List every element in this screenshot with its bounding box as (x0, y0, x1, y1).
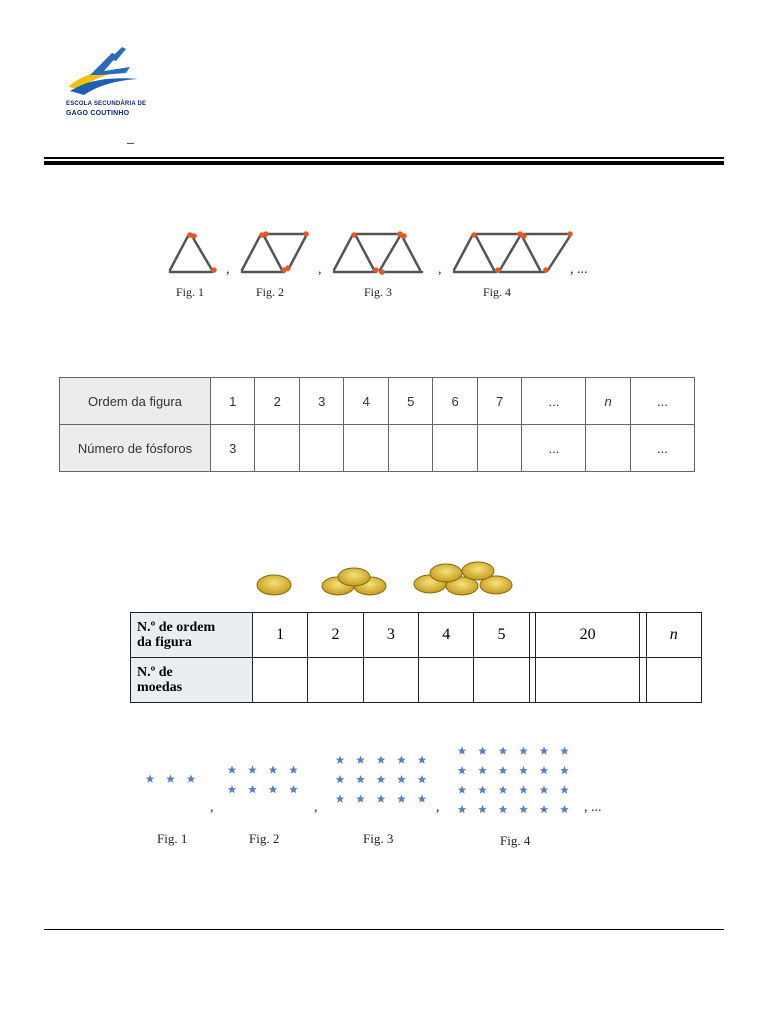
star-icon (269, 785, 278, 793)
table-cell: ... (522, 425, 586, 472)
header-line: N.º de ordem (137, 620, 216, 635)
star-icon (289, 766, 298, 774)
matchstick-caption-4: Fig. 4 (483, 285, 512, 299)
star-icon (560, 747, 569, 755)
matchstick-caption-1: Fig. 1 (176, 285, 205, 299)
table-input-cell[interactable] (253, 658, 308, 703)
table-input-cell[interactable] (299, 425, 343, 472)
star-icon (397, 756, 406, 764)
table-header-cell (131, 658, 253, 703)
star-icon (248, 785, 257, 793)
table-cell: 1 (211, 378, 255, 425)
star-icon (540, 747, 549, 755)
table-input-cell[interactable] (477, 425, 521, 472)
table-input-cell[interactable] (419, 658, 474, 703)
table-input-cell[interactable] (363, 658, 418, 703)
matchstick-separator: , (438, 262, 442, 277)
coin-group-1 (257, 575, 291, 595)
star-icon (540, 786, 549, 794)
star-icon (166, 775, 175, 783)
star-icon (418, 756, 427, 764)
table-cell: 4 (419, 613, 474, 658)
star-icon (377, 795, 386, 803)
table-header-cell: Número de fósforos (60, 425, 211, 472)
table-input-cell[interactable] (535, 658, 640, 703)
star-icon (336, 756, 345, 764)
header-rule (44, 157, 724, 159)
table-row (131, 613, 702, 658)
star-icon (478, 786, 487, 794)
coins-table (130, 612, 702, 703)
header-rule-thick (44, 161, 724, 165)
matchstick-figures (150, 222, 610, 282)
table-input-cell[interactable] (255, 425, 299, 472)
table-cell: 7 (477, 378, 521, 425)
matchstick-separator: , (226, 262, 230, 277)
star-icon (377, 756, 386, 764)
star-icon (418, 795, 427, 803)
table-cell: ... (630, 425, 694, 472)
star-icon (458, 747, 467, 755)
star-icon (499, 786, 508, 794)
table-cell: 4 (344, 378, 388, 425)
star-icon (146, 775, 155, 783)
star-icon (356, 795, 365, 803)
matchstick-caption-2: Fig. 2 (256, 285, 285, 299)
header-dash: _ (127, 131, 134, 146)
table-cell: 5 (388, 378, 432, 425)
star-icon (336, 795, 345, 803)
table-cell: 2 (255, 378, 299, 425)
star-separator: , (210, 800, 214, 815)
matchstick-caption-3: Fig. 3 (364, 285, 393, 299)
matchstick-ellipsis: , ... (570, 262, 588, 277)
table-input-cell[interactable] (586, 425, 630, 472)
table-cell: 20 (535, 613, 640, 658)
table-row (60, 425, 695, 472)
matches-table (59, 377, 695, 472)
table-input-cell[interactable] (388, 425, 432, 472)
table-cell: 5 (474, 613, 529, 658)
table-row (60, 378, 695, 425)
star-icon (499, 766, 508, 774)
star-icon (478, 805, 487, 813)
star-icon (356, 756, 365, 764)
star-figures (140, 740, 590, 820)
logo-emblem-icon (60, 45, 155, 103)
star-caption-4: Fig. 4 (500, 833, 531, 848)
star-icon (418, 775, 427, 783)
table-input-cell[interactable] (308, 658, 363, 703)
star-icon (499, 805, 508, 813)
matchstick-fig-2 (242, 234, 306, 272)
star-icon (458, 805, 467, 813)
logo-text-line2: GAGO COUTINHO (66, 110, 130, 117)
star-caption-1: Fig. 1 (157, 831, 188, 846)
table-input-cell[interactable] (344, 425, 388, 472)
table-header-cell (131, 613, 253, 658)
star-icon (187, 775, 196, 783)
star-icon (356, 775, 365, 783)
table-cell: 2 (308, 613, 363, 658)
table-cell: 1 (253, 613, 308, 658)
coin-group-3 (414, 562, 512, 595)
table-row (131, 658, 702, 703)
table-cell: 3 (211, 425, 255, 472)
star-icon (478, 747, 487, 755)
star-icon (560, 786, 569, 794)
star-icon (560, 805, 569, 813)
table-cell: n (586, 378, 630, 425)
table-input-cell[interactable] (433, 425, 477, 472)
star-icon (228, 766, 237, 774)
header-line: moedas (137, 680, 183, 695)
table-header-cell: Ordem da figura (60, 378, 211, 425)
star-separator: , (436, 800, 440, 815)
star-icon (397, 775, 406, 783)
star-icon (499, 747, 508, 755)
table-cell: 6 (433, 378, 477, 425)
coin-figures (250, 555, 530, 605)
star-caption-2: Fig. 2 (249, 831, 280, 846)
matchstick-fig-4 (454, 234, 570, 272)
star-icon (540, 805, 549, 813)
table-cell: 3 (299, 378, 343, 425)
star-icon (478, 766, 487, 774)
matchstick-fig-3 (334, 234, 422, 272)
header-line: da figura (137, 635, 192, 650)
star-icon (519, 766, 528, 774)
star-ellipsis: , ... (584, 800, 602, 815)
logo-text-line1: ESCOLA SECUNDÁRIA DE (66, 101, 147, 107)
header-line: N.º de (137, 665, 173, 680)
footer-rule (44, 929, 724, 930)
star-icon (289, 785, 298, 793)
coin-group-2 (322, 568, 386, 595)
table-cell: n (646, 613, 701, 658)
star-icon (377, 775, 386, 783)
matchstick-separator: , (318, 262, 322, 277)
star-icon (336, 775, 345, 783)
star-icon (228, 785, 237, 793)
table-cell: ... (522, 378, 586, 425)
star-icon (397, 795, 406, 803)
star-icon (458, 766, 467, 774)
table-cell: 3 (363, 613, 418, 658)
star-icon (519, 747, 528, 755)
star-separator: , (314, 800, 318, 815)
school-logo (60, 45, 155, 125)
star-icon (248, 766, 257, 774)
star-icon (458, 786, 467, 794)
matchstick-fig-1 (170, 236, 212, 272)
table-cell: ... (630, 378, 694, 425)
star-icon (519, 805, 528, 813)
star-icon (540, 766, 549, 774)
table-input-cell[interactable] (474, 658, 529, 703)
star-icon (519, 786, 528, 794)
star-caption-3: Fig. 3 (363, 831, 394, 846)
table-input-cell[interactable] (646, 658, 701, 703)
star-icon (269, 766, 278, 774)
star-icon (560, 766, 569, 774)
